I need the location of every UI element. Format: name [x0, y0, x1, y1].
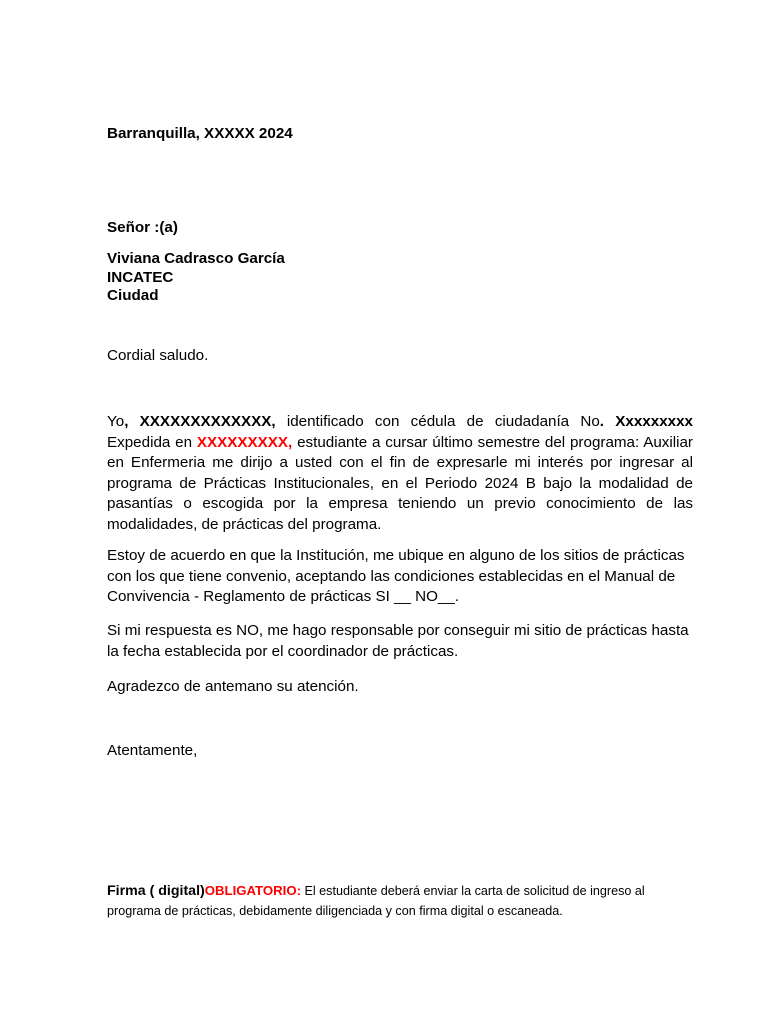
id-text: identificado con cédula de ciudadanía No: [275, 413, 600, 430]
program-text: estudiante a cursar último semestre del programa: Auxiliar en Enfermeria me dirijo a usted con el fin de expresarle mi interés por ingresar al programa de Prácticas Institucionales, en el Periodo 2024 B bajo la modalidad de pasantías o escogida por la empresa teniendo un previo conocimiento de las modalidades, de prácticas del programa.: [107, 433, 693, 533]
signature-note: [107, 881, 667, 921]
id-dot: .: [599, 413, 605, 430]
greeting: Cordial saludo.: [107, 347, 209, 364]
expedition-place-placeholder: XXXXXXXXX,: [196, 433, 293, 451]
comma: ,: [124, 413, 129, 430]
recipient-name: Viviana Cadrasco García: [107, 250, 285, 267]
id-number-placeholder: Xxxxxxxxx: [604, 413, 693, 430]
date-line: Barranquilla, XXXXX 2024: [107, 125, 293, 142]
recipient-title: Señor :(a): [107, 219, 178, 236]
recipient-block: [107, 250, 693, 306]
body-paragraph-1: [107, 412, 693, 536]
expedida-text: Expedida en: [107, 433, 197, 451]
signature-instructions: El estudiante deberá enviar la carta de solicitud de ingreso al programa de prácticas, debidamente diligenciada y con firma digital o escaneada.: [107, 884, 645, 918]
student-name-placeholder: XXXXXXXXXXXXX,: [128, 413, 276, 430]
signature-label: Firma ( digital): [107, 883, 205, 899]
recipient-organization: INCATEC: [107, 268, 174, 286]
pronoun-yo: Yo: [107, 413, 125, 430]
recipient-city: Ciudad: [107, 287, 159, 304]
mandatory-label: OBLIGATORIO:: [204, 883, 301, 898]
closing: Atentamente,: [107, 742, 198, 759]
body-paragraph-4: Agradezco de antemano su atención.: [107, 678, 359, 695]
body-paragraph-3: Si mi respuesta es NO, me hago responsable por conseguir mi sitio de prácticas hasta la fecha establecida por el coordinador de prácticas.: [107, 622, 689, 660]
body-paragraph-2: Estoy de acuerdo en que la Institución, me ubique en alguno de los sitios de prácticas con los que tiene convenio, aceptando las condiciones establecidas en el Manual de Convivencia - Reglamento de prácticas SI __ NO__.: [107, 547, 685, 606]
